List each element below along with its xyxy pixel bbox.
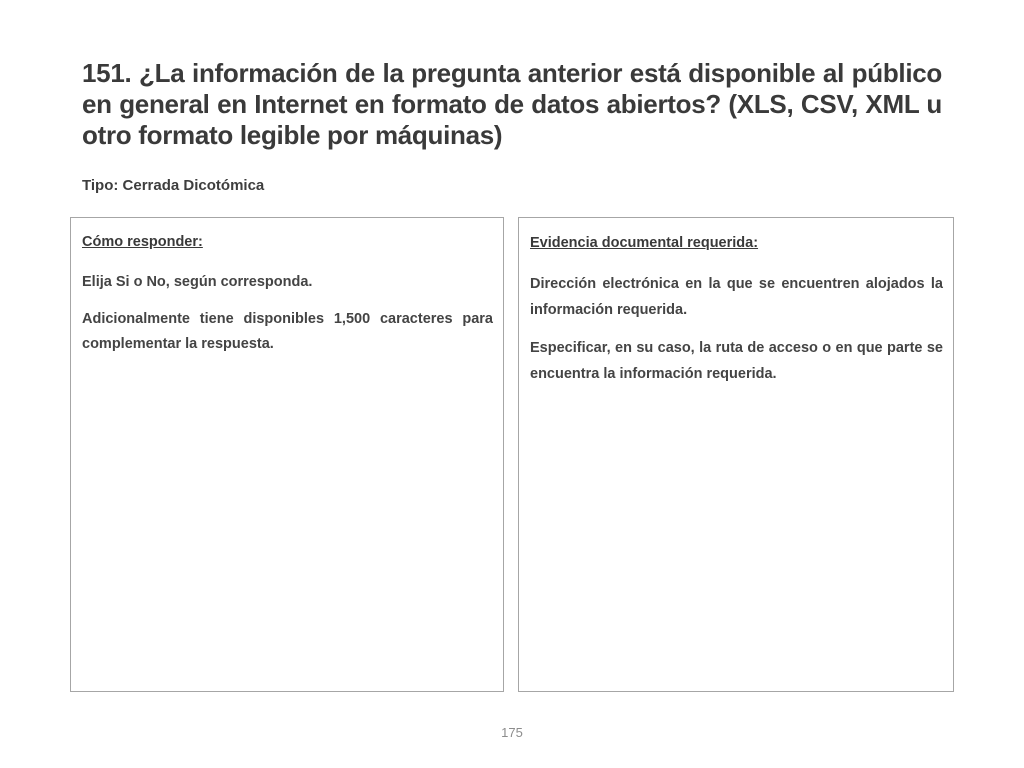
evidence-heading: Evidencia documental requerida:	[530, 235, 759, 251]
page-number: 175	[501, 725, 523, 740]
question-type: Tipo: Cerrada Dicotómica	[82, 177, 265, 194]
question-title: 151. ¿La información de la pregunta anterior está disponible al público en general en Internet en formato de datos abiertos? (XLS, CSV, XML u otro formato legible por máquinas)	[82, 58, 942, 150]
how-to-answer-additional-note: Adicionalmente tiene disponibles 1,500 caracteres para complementar la respuesta.	[82, 311, 493, 352]
evidence-url-requirement: Dirección electrónica en la que se encuentren alojados la información requerida.	[530, 276, 943, 318]
how-to-answer-heading: Cómo responder:	[82, 234, 203, 250]
how-to-answer-panel	[70, 217, 504, 692]
how-to-answer-instruction: Elija Si o No, según corresponda.	[82, 274, 313, 290]
evidence-panel	[518, 217, 954, 692]
evidence-path-requirement: Especificar, en su caso, la ruta de acceso o en que parte se encuentra la información requerida.	[530, 340, 943, 382]
